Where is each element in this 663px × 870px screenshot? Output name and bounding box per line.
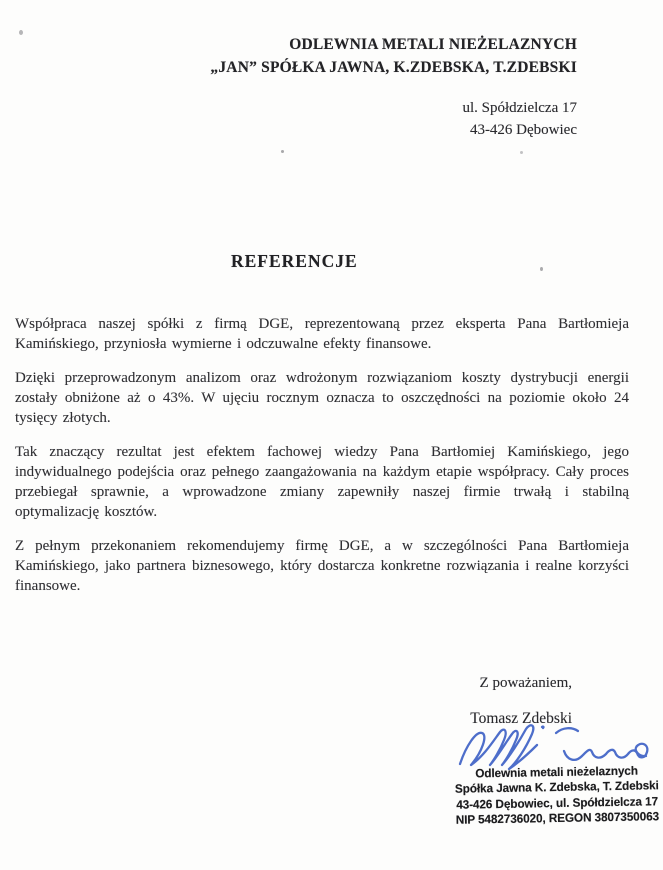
stamp-line-1: Odlewnia metali nieżelaznych (475, 763, 638, 781)
address-street: ul. Spółdzielcza 17 (462, 100, 577, 116)
signer-name: Tomasz Zdebski (470, 710, 572, 727)
document-title: REFERENCJE (231, 251, 358, 271)
letterhead-address (462, 97, 577, 141)
company-name-line-1: ODLEWNIA METALI NIEŻELAZNYCH (289, 36, 577, 53)
stamp-line-3: 43-426 Dębowiec, ul. Spółdzielcza 17 (456, 793, 659, 812)
scan-speck (281, 150, 284, 153)
stamp-line-4: NIP 5482736020, REGON 3807350063 (455, 809, 660, 827)
paragraph-1: Współpraca naszej spółki z firmą DGE, reprezentowaną przez eksperta Pana Bartłomieja Kamińskiego, przyniosła wymierne i odczuwalne efekty finansowe. (15, 316, 629, 352)
paragraph-3: Tak znaczący rezultat jest efektem fachowej wiedzy Pana Bartłomiej Kamińskiego, jego indywidualnego podejścia oraz pełnego zaangażowania na każdym etapie współpracy. Cały proces przebiegał sprawnie, a wprowadzone zmiany zapewniły naszej firmie trwałą i stabilną optymalizację kosztów. (15, 444, 629, 520)
scan-speck (19, 30, 23, 35)
paragraph-2: Dzięki przeprowadzonym analizom oraz wdrożonym rozwiązaniom koszty dystrybucji energii zostały obniżone aż o 43%. W ujęciu rocznym oznacza to oszczędności na poziomie około 24 tysięcy złotych. (15, 370, 629, 426)
company-name-line-2: „JAN” SPÓŁKA JAWNA, K.ZDEBSKA, T.ZDEBSKI (210, 59, 577, 76)
company-stamp (447, 763, 663, 828)
scan-speck (540, 267, 543, 271)
address-city: 43-426 Dębowiec (469, 122, 577, 138)
letterhead-company-name (210, 33, 577, 79)
paragraph-4: Z pełnym przekonaniem rekomendujemy firmę DGE, a w szczególności Pana Bartłomieja Kamińskiego, jako partnera biznesowego, który dostarcza konkretne rozwiązania i realne korzyści finansowe. (15, 538, 629, 594)
scan-speck (520, 151, 523, 154)
letter-body (15, 314, 629, 610)
stamp-line-2: Spółka Jawna K. Zdebska, T. Zdebski (454, 778, 659, 797)
valediction: Z poważaniem, (479, 675, 572, 691)
